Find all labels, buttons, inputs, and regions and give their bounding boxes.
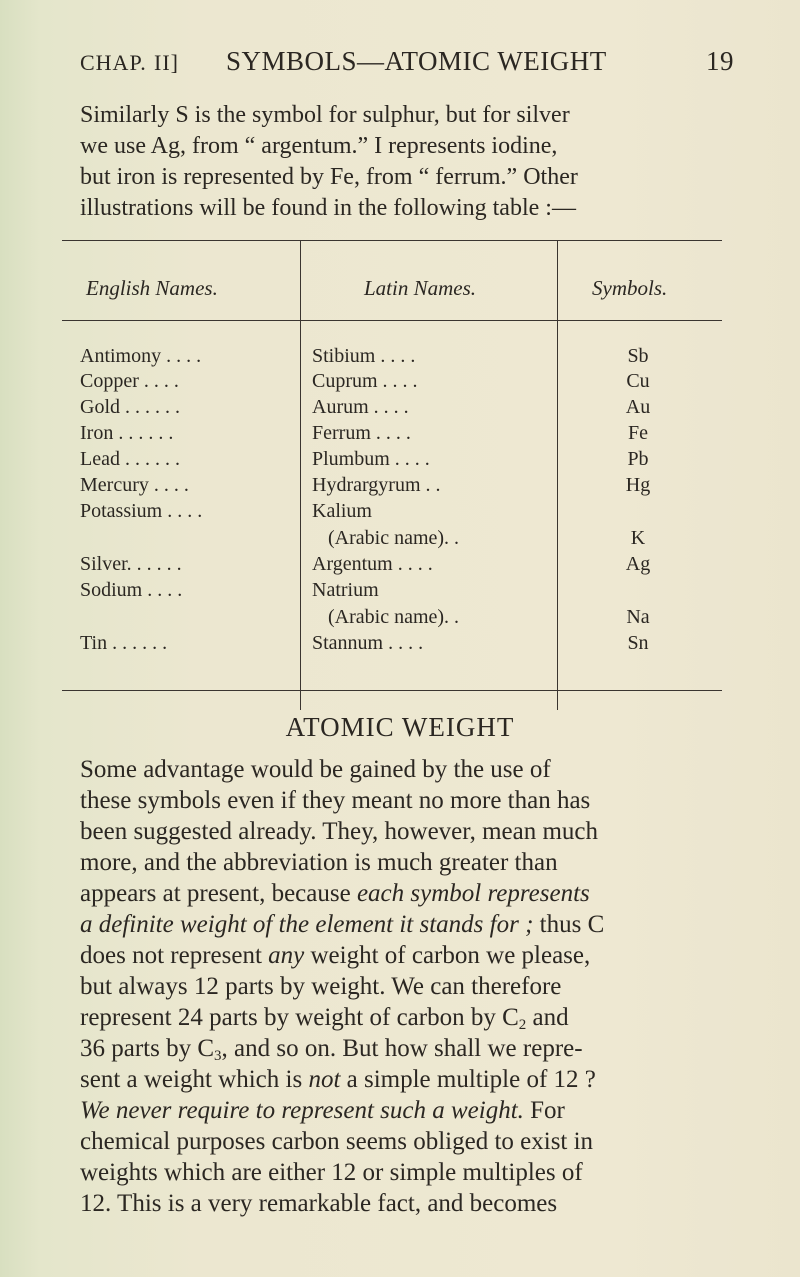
- body-line: [80, 942, 590, 970]
- english-name: Potassium . . . .: [80, 500, 203, 522]
- english-name: Tin . . . . . .: [80, 632, 168, 654]
- emphasis: each symbol represents: [356, 880, 590, 907]
- latin-name: Cuprum . . . .: [312, 370, 418, 392]
- text-run: a simple multiple of 12 ?: [340, 1066, 596, 1093]
- body-line: weights which are either 12 or simple multiples of: [80, 1159, 583, 1186]
- body-line: [80, 1097, 565, 1125]
- emphasis: not: [308, 1066, 341, 1093]
- english-name: Mercury . . . .: [80, 474, 189, 496]
- intro-line: illustrations will be found in the following table :—: [80, 195, 576, 221]
- symbol: Au: [625, 396, 651, 418]
- body-line: [80, 1004, 569, 1034]
- symbol: Ag: [625, 553, 651, 575]
- body-line: [80, 1066, 596, 1094]
- running-title: SYMBOLS—ATOMIC WEIGHT: [226, 46, 607, 76]
- text-run: sent a weight which is: [80, 1066, 309, 1093]
- english-name: Iron . . . . . .: [80, 422, 174, 444]
- column-divider: [557, 240, 558, 710]
- latin-name: Stibium . . . .: [312, 345, 416, 367]
- text-run: For: [523, 1097, 565, 1124]
- table-top-rule: [62, 240, 722, 241]
- latin-name-note: (Arabic name). .: [328, 606, 460, 628]
- table-bottom-rule: [62, 690, 722, 691]
- body-line: chemical purposes carbon seems obliged to exist in: [80, 1128, 594, 1155]
- symbol: Sn: [627, 632, 649, 654]
- english-name: Silver. . . . . .: [80, 553, 182, 575]
- latin-name: Argentum . . . .: [312, 553, 433, 575]
- symbol: K: [630, 527, 646, 549]
- body-line: 12. This is a very remarkable fact, and becomes: [80, 1190, 558, 1217]
- english-name: Lead . . . . . .: [80, 448, 180, 470]
- body-line: [80, 1035, 583, 1065]
- latin-name-note: (Arabic name). .: [328, 527, 460, 549]
- latin-name: Stannum . . . .: [312, 632, 424, 654]
- emphasis: a definite weight of the element it stands for ;: [80, 911, 534, 938]
- text-run: 36 parts by C: [80, 1035, 215, 1062]
- english-name: Copper . . . .: [80, 370, 179, 392]
- intro-paragraph: [80, 100, 720, 230]
- text-run: weight of carbon we please,: [304, 942, 591, 969]
- latin-name: Natrium: [312, 579, 379, 601]
- text-run: represent 24 parts by weight of carbon by C: [80, 1004, 519, 1031]
- text-run: and: [526, 1004, 569, 1031]
- latin-name: Kalium: [312, 500, 372, 522]
- emphasis: any: [268, 942, 305, 969]
- body-line: more, and the abbreviation is much greater than: [80, 849, 558, 876]
- body-line: Some advantage would be gained by the use of: [80, 756, 551, 783]
- chapter-label: CHAP. II]: [80, 50, 179, 75]
- latin-name: Plumbum . . . .: [312, 448, 430, 470]
- symbol: Na: [626, 606, 650, 628]
- latin-name: Aurum . . . .: [312, 396, 409, 418]
- english-name: Antimony . . . .: [80, 345, 202, 367]
- symbol: Fe: [628, 422, 648, 444]
- page-number: 19: [706, 46, 734, 76]
- subscript: 3: [214, 1048, 222, 1064]
- intro-line: we use Ag, from “ argentum.” I represents iodine,: [80, 133, 558, 159]
- column-header-symbols: Symbols.: [592, 276, 668, 300]
- symbol: Hg: [625, 474, 651, 496]
- column-header-english: English Names.: [86, 276, 218, 300]
- text-run: does not represent: [80, 942, 269, 969]
- latin-name: Hydrargyrum . .: [312, 474, 441, 496]
- intro-line: Similarly S is the symbol for sulphur, but for silver: [80, 102, 570, 128]
- text-run: thus C: [533, 911, 605, 938]
- body-line: [80, 911, 604, 939]
- text-run: , and so on. But how shall we repre-: [221, 1035, 583, 1062]
- symbol: Pb: [627, 448, 649, 470]
- body-line: [80, 880, 590, 908]
- body-line: these symbols even if they meant no more than has: [80, 787, 591, 814]
- header-rule: [62, 320, 722, 321]
- english-name: Sodium . . . .: [80, 579, 183, 601]
- section-title: ATOMIC WEIGHT: [285, 712, 515, 742]
- column-header-latin: Latin Names.: [364, 276, 477, 300]
- body-line: but always 12 parts by weight. We can therefore: [80, 973, 562, 1000]
- column-divider: [300, 240, 301, 710]
- subscript: 2: [518, 1017, 527, 1033]
- body-line: been suggested already. They, however, mean much: [80, 818, 599, 845]
- symbol: Cu: [626, 370, 650, 392]
- latin-name: Ferrum . . . .: [312, 422, 411, 444]
- text-run: appears at present, because: [80, 880, 357, 907]
- emphasis: We never require to represent such a weight.: [80, 1097, 524, 1124]
- intro-line: but iron is represented by Fe, from “ ferrum.” Other: [80, 164, 578, 190]
- symbol: Sb: [627, 345, 649, 367]
- english-name: Gold . . . . . .: [80, 396, 180, 418]
